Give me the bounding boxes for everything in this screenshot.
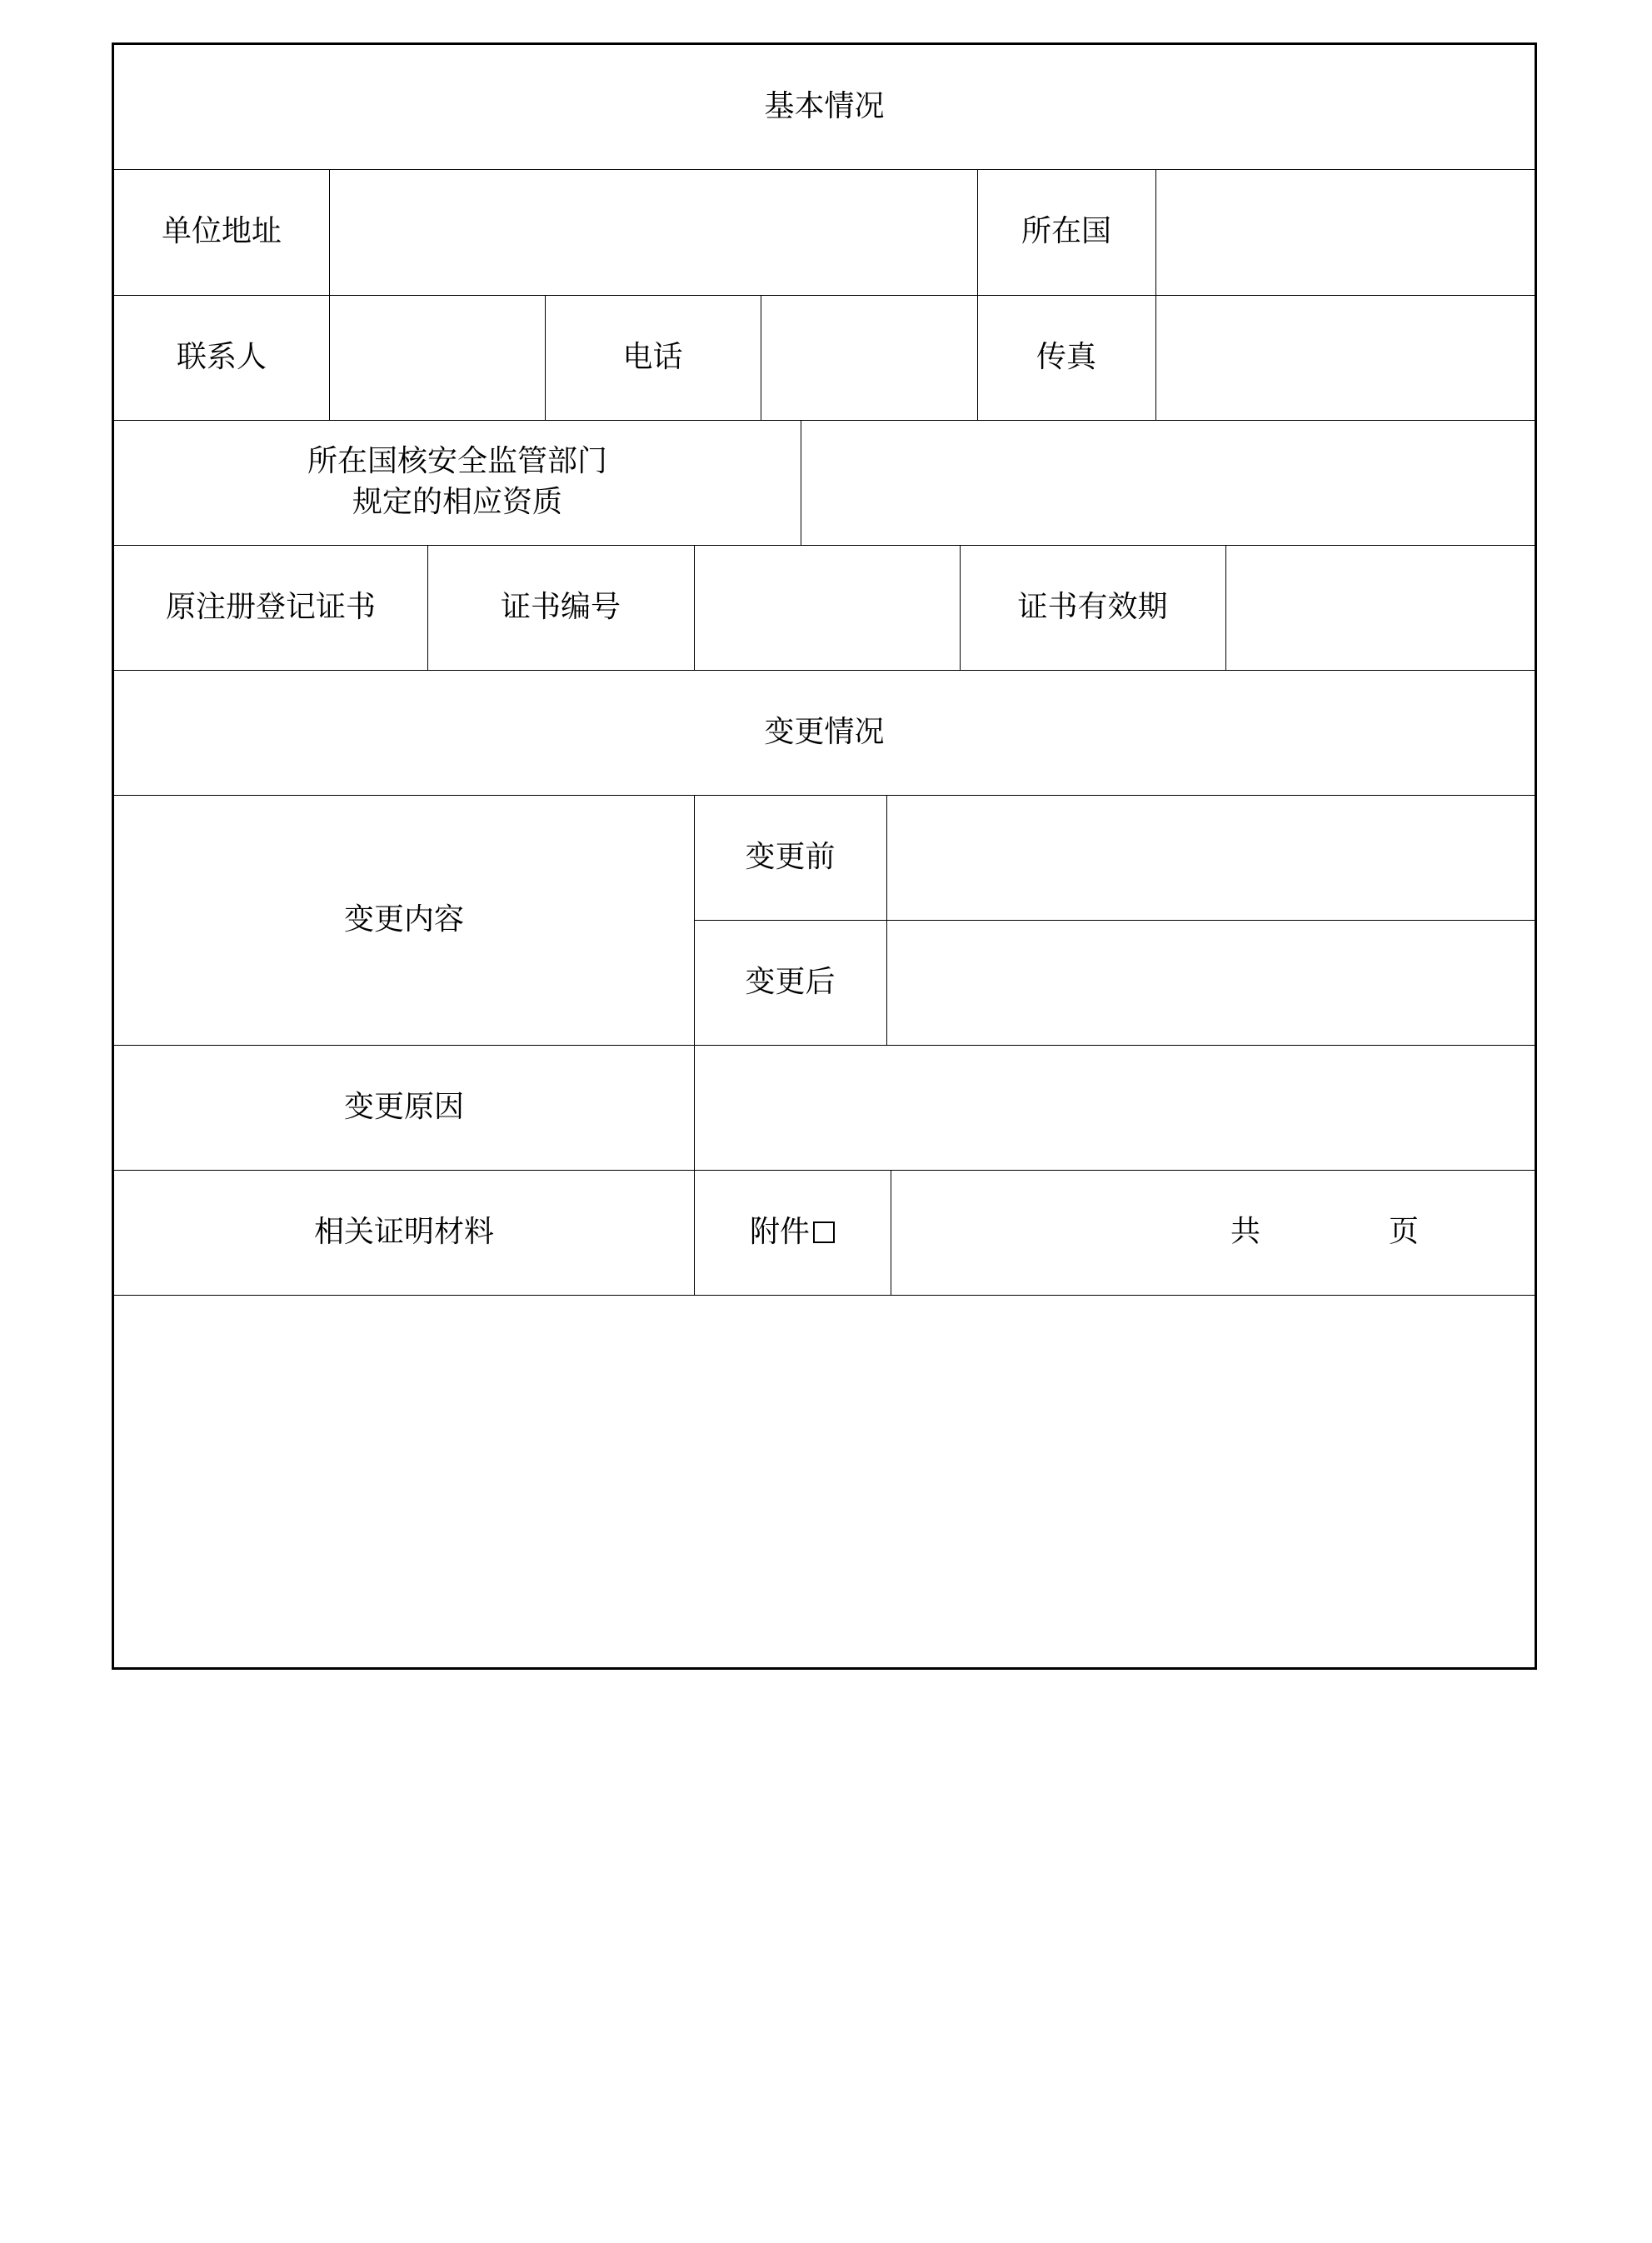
section-title-basic: 基本情况 xyxy=(764,89,885,124)
cert-validity-field[interactable] xyxy=(1225,545,1535,670)
pages-label: 页 xyxy=(1389,1214,1420,1249)
address-label: 单位地址 xyxy=(161,214,282,249)
qualification-field[interactable] xyxy=(801,420,1535,545)
after-field[interactable] xyxy=(886,920,1535,1045)
country-label: 所在国 xyxy=(1021,214,1111,249)
phone-field[interactable] xyxy=(761,295,977,420)
cert-validity-label: 证书有效期 xyxy=(1017,589,1168,624)
contact-label: 联系人 xyxy=(176,339,267,374)
country-field[interactable] xyxy=(1155,169,1535,295)
qualification-label xyxy=(114,420,801,545)
cert-number-field[interactable] xyxy=(694,545,960,670)
qualification-label-line2: 规定的相应资质 xyxy=(352,485,562,519)
change-reason-label: 变更原因 xyxy=(343,1089,464,1124)
phone-label: 电话 xyxy=(622,339,683,374)
change-reason-field[interactable] xyxy=(694,1045,1535,1170)
address-field[interactable] xyxy=(329,169,977,295)
attachment-label: 附件 xyxy=(749,1214,810,1249)
remarks-area[interactable] xyxy=(114,1295,1535,1667)
total-label: 共 xyxy=(1230,1214,1261,1249)
original-cert-label: 原注册登记证书 xyxy=(165,589,376,624)
before-field[interactable] xyxy=(886,795,1535,920)
before-label: 变更前 xyxy=(745,839,836,874)
qualification-label-line1: 所在国核安全监管部门 xyxy=(307,444,607,479)
attachment-checkbox[interactable] xyxy=(813,1221,835,1243)
page-count xyxy=(891,1170,1535,1295)
cert-number-label: 证书编号 xyxy=(500,589,621,624)
form-table xyxy=(112,42,1537,1670)
after-label: 变更后 xyxy=(745,964,836,999)
contact-field[interactable] xyxy=(329,295,545,420)
attachment-option[interactable] xyxy=(694,1170,891,1295)
change-content-label: 变更内容 xyxy=(343,902,464,937)
fax-field[interactable] xyxy=(1155,295,1535,420)
materials-label: 相关证明材料 xyxy=(313,1214,494,1249)
section-title-change: 变更情况 xyxy=(764,714,885,749)
fax-label: 传真 xyxy=(1036,339,1096,374)
